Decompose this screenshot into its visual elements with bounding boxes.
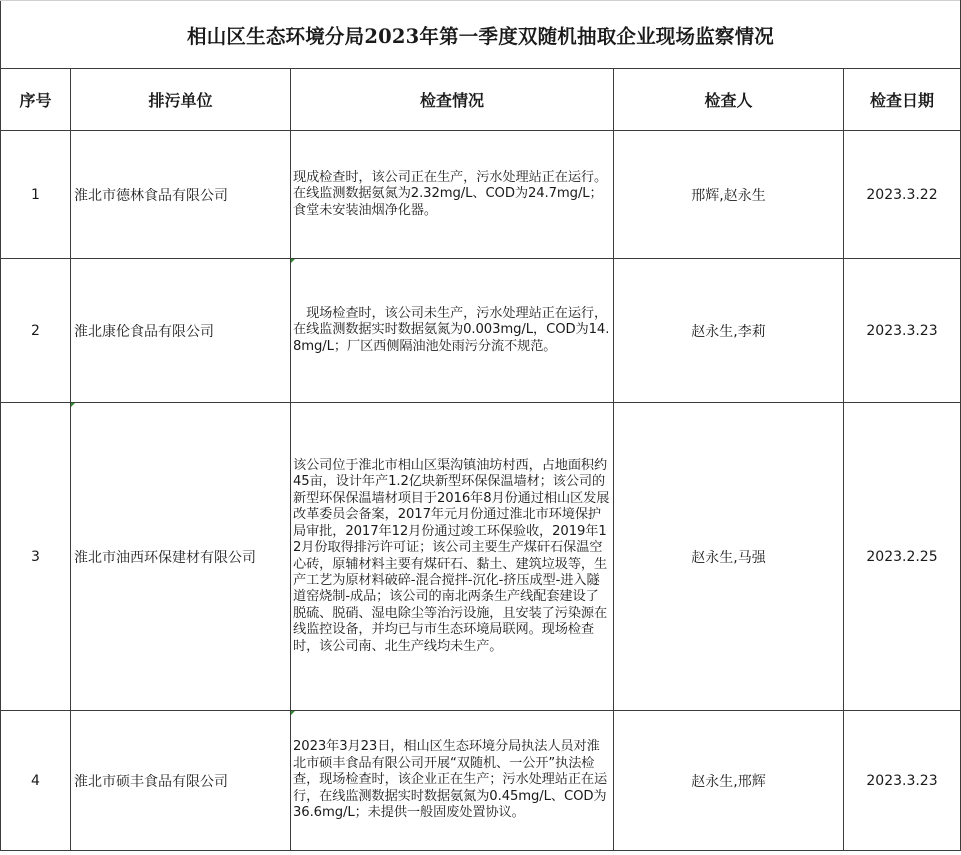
cell-index[interactable]: 3 — [1, 403, 71, 711]
table-row — [1, 403, 961, 711]
cell-situation[interactable]: 现场检查时，该公司未生产，污水处理站正在运行，在线监测数据实时数据氨氮为0.003mg/L，COD为14.8mg/L；厂区西侧隔油池处雨污分流不规范。 — [291, 259, 614, 403]
cell-unit[interactable]: 淮北康伦食品有限公司 — [71, 259, 291, 403]
cell-inspector[interactable]: 赵永生,邢辉 — [614, 711, 844, 851]
cell-situation[interactable]: 现成检查时，该公司正在生产，污水处理站正在运行。在线监测数据氨氮为2.32mg/L、COD为24.7mg/L；食堂未安装油烟净化器。 — [291, 131, 614, 259]
cell-inspector[interactable]: 邢辉,赵永生 — [614, 131, 844, 259]
table-row — [1, 711, 961, 851]
cell-index[interactable]: 2 — [1, 259, 71, 403]
cell-unit[interactable]: 淮北市硕丰食品有限公司 — [71, 711, 291, 851]
header-situation[interactable]: 检查情况 — [291, 69, 614, 131]
page-title[interactable]: 相山区生态环境分局2023年第一季度双随机抽取企业现场监察情况 — [1, 1, 961, 69]
table-row — [1, 259, 961, 403]
cell-date[interactable]: 2023.3.23 — [844, 711, 961, 851]
cell-unit[interactable]: 淮北市德林食品有限公司 — [71, 131, 291, 259]
header-index[interactable]: 序号 — [1, 69, 71, 131]
header-date[interactable]: 检查日期 — [844, 69, 961, 131]
cell-inspector[interactable]: 赵永生,李莉 — [614, 259, 844, 403]
cell-index[interactable]: 4 — [1, 711, 71, 851]
header-row — [1, 69, 961, 131]
cell-date[interactable]: 2023.3.22 — [844, 131, 961, 259]
cell-date[interactable]: 2023.3.23 — [844, 259, 961, 403]
cell-situation[interactable]: 2023年3月23日，相山区生态环境分局执法人员对淮北市硕丰食品有限公司开展“双随机、一公开”执法检查，现场检查时，该企业正在生产；污水处理站正在运行，在线监测数据实时数据氨氮为0.45mg/L、COD为36.6mg/L；未提供一般固废处置协议。 — [291, 711, 614, 851]
cell-index[interactable]: 1 — [1, 131, 71, 259]
cell-situation[interactable]: 该公司位于淮北市相山区渠沟镇油坊村西，占地面积约45亩，设计年产1.2亿块新型环保保温墙材；该公司的新型环保保温墙材项目于2016年8月份通过相山区发展改革委员会备案，2017年元月份通过淮北市环境保护局审批，2017年12月份通过竣工环保验收，2019年12月份取得排污许可证；该公司主要生产煤矸石保温空心砖，原辅材料主要有煤矸石、黏土、建筑垃圾等，生产工艺为原材料破碎-混合搅拌-沉化-挤压成型-进入隧道窑烧制-成品；该公司的南北两条生产线配套建设了脱硫、脱硝、湿电除尘等治污设施，且安装了污染源在线监控设备，并均已与市生态环境局联网。现场检查时，该公司南、北生产线均未生产。 — [291, 403, 614, 711]
title-row — [1, 1, 961, 69]
cell-date[interactable]: 2023.2.25 — [844, 403, 961, 711]
header-inspector[interactable]: 检查人 — [614, 69, 844, 131]
cell-unit[interactable]: 淮北市油西环保建材有限公司 — [71, 403, 291, 711]
header-unit[interactable]: 排污单位 — [71, 69, 291, 131]
table-row — [1, 131, 961, 259]
cell-inspector[interactable]: 赵永生,马强 — [614, 403, 844, 711]
